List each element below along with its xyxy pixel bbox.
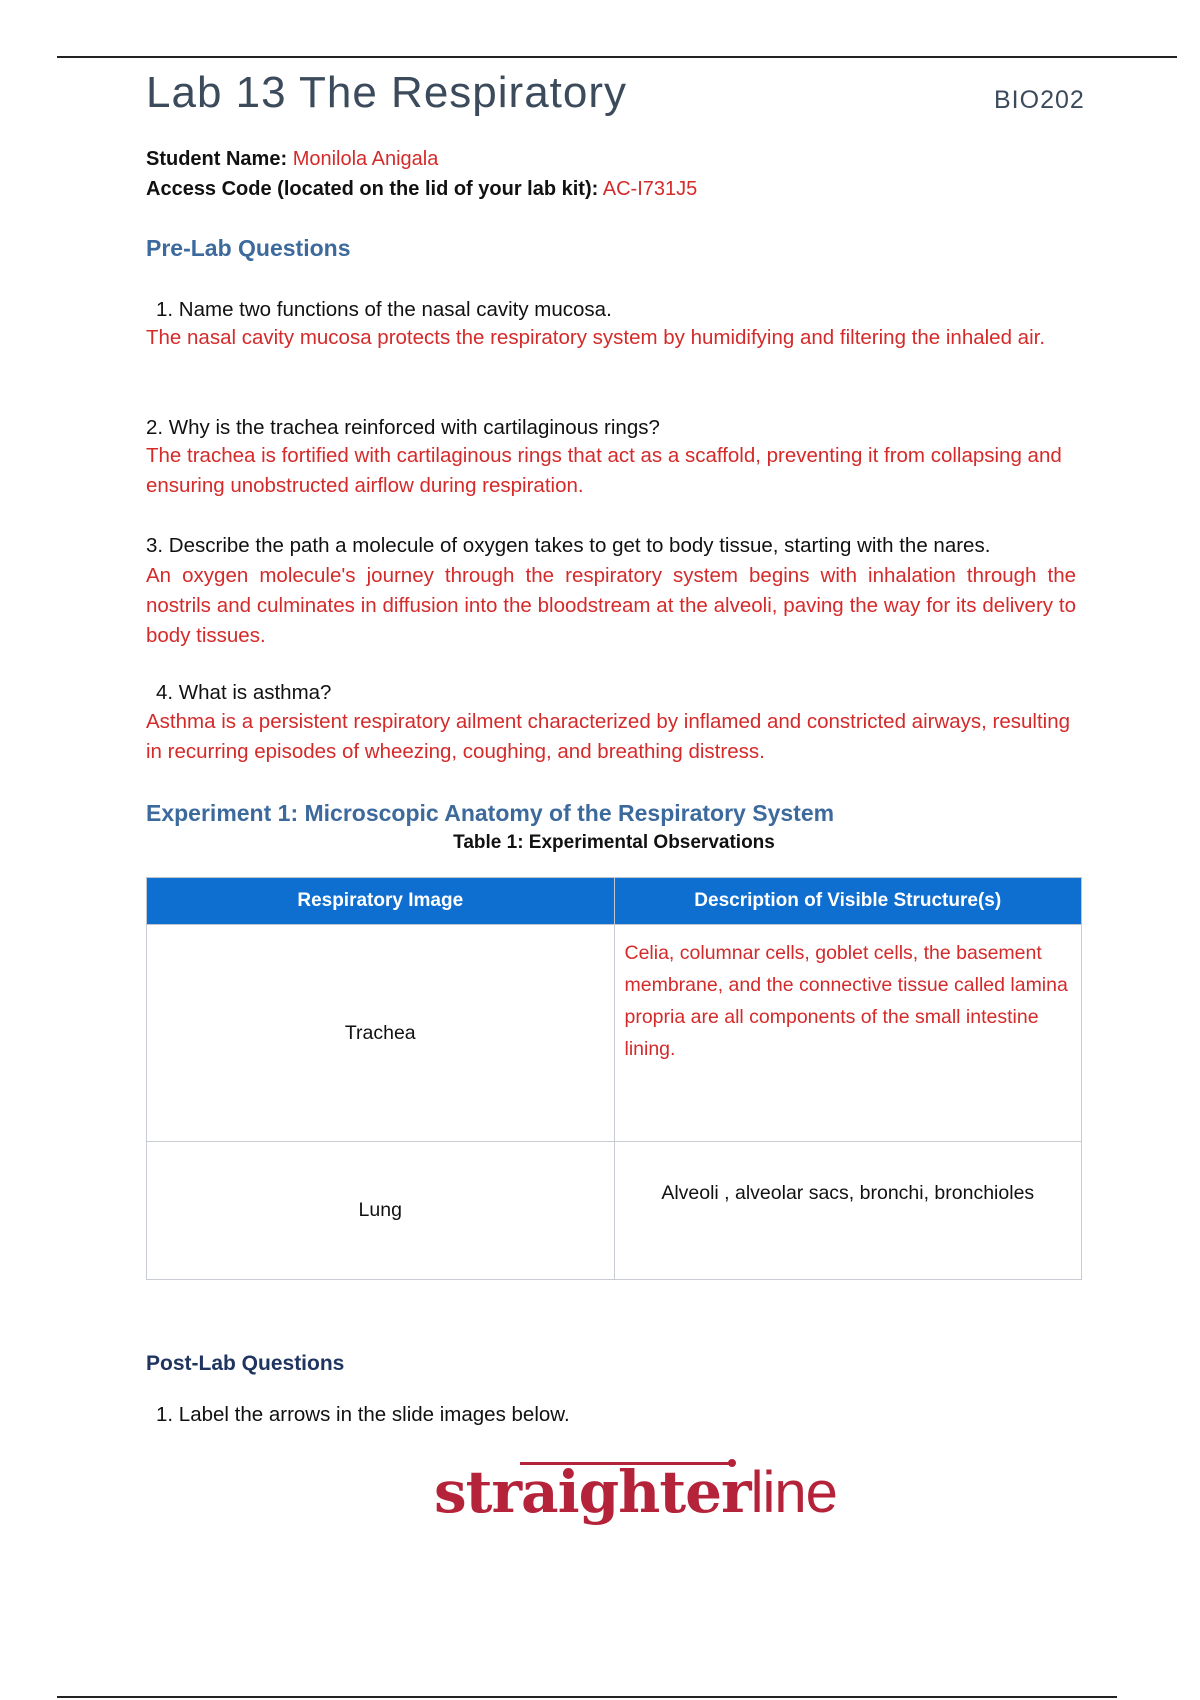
postlab-heading: Post-Lab Questions bbox=[146, 1352, 345, 1375]
access-code-value: AC-I731J5 bbox=[602, 178, 698, 200]
prelab-answer-2: The trachea is fortified with cartilaginous rings that act as a scaffold, preventing it from collapsing and ensuring unobstructed airflow during respiration. bbox=[146, 444, 1062, 497]
access-code-label: Access Code (located on the lid of your lab kit): bbox=[146, 178, 599, 200]
access-code-line bbox=[146, 178, 697, 201]
table-row bbox=[147, 925, 1082, 1142]
prelab-question-4: 4. What is asthma? bbox=[156, 681, 332, 704]
column-header-description: Description of Visible Structure(s) bbox=[614, 878, 1082, 925]
prelab-question-3: 3. Describe the path a molecule of oxygen takes to get to body tissue, starting with the nares. bbox=[146, 534, 991, 557]
experiment-heading: Experiment 1: Microscopic Anatomy of the Respiratory System bbox=[146, 800, 835, 826]
table-row bbox=[147, 1142, 1082, 1280]
prelab-question-1: 1. Name two functions of the nasal cavity mucosa. bbox=[156, 298, 612, 321]
row-description-trachea: Celia, columnar cells, goblet cells, the basement membrane, and the connective tissue called lamina propria are all components of the small intestine lining. bbox=[614, 925, 1082, 1142]
table-caption: Table 1: Experimental Observations bbox=[453, 832, 775, 853]
prelab-answer-1: The nasal cavity mucosa protects the respiratory system by humidifying and filtering the inhaled air. bbox=[146, 326, 1046, 349]
student-name-value: Monilola Anigala bbox=[292, 148, 439, 170]
straighterline-logo bbox=[434, 1458, 837, 1526]
column-header-image: Respiratory Image bbox=[147, 878, 615, 925]
top-rule bbox=[57, 56, 1177, 58]
student-name-label: Student Name: bbox=[146, 148, 288, 170]
logo-text-light: line bbox=[750, 1460, 837, 1525]
row-image-trachea: Trachea bbox=[147, 925, 615, 1142]
logo-text-strong: straighter bbox=[434, 1458, 751, 1526]
table-header-row bbox=[147, 878, 1082, 925]
student-name-line bbox=[146, 148, 438, 171]
row-image-lung: Lung bbox=[147, 1142, 615, 1280]
course-code: BIO202 bbox=[994, 86, 1085, 114]
postlab-question-1: 1. Label the arrows in the slide images below. bbox=[156, 1403, 570, 1426]
prelab-heading: Pre-Lab Questions bbox=[146, 235, 351, 261]
prelab-question-2: 2. Why is the trachea reinforced with cartilaginous rings? bbox=[146, 416, 660, 439]
document-title: Lab 13 The Respiratory bbox=[146, 68, 628, 117]
row-description-lung: Alveoli , alveolar sacs, bronchi, bronchioles bbox=[614, 1142, 1082, 1280]
bottom-rule bbox=[57, 1696, 1117, 1698]
observations-table bbox=[146, 877, 1082, 1280]
prelab-answer-4: Asthma is a persistent respiratory ailment characterized by inflamed and constricted airways, resulting in recurring episodes of wheezing, coughing, and breathing distress. bbox=[146, 710, 1071, 763]
prelab-answer-3: An oxygen molecule's journey through the respiratory system begins with inhalation through the nostrils and culminates in diffusion into the bloodstream at the alveoli, paving the way for its delivery to body tissues. bbox=[146, 564, 1076, 647]
